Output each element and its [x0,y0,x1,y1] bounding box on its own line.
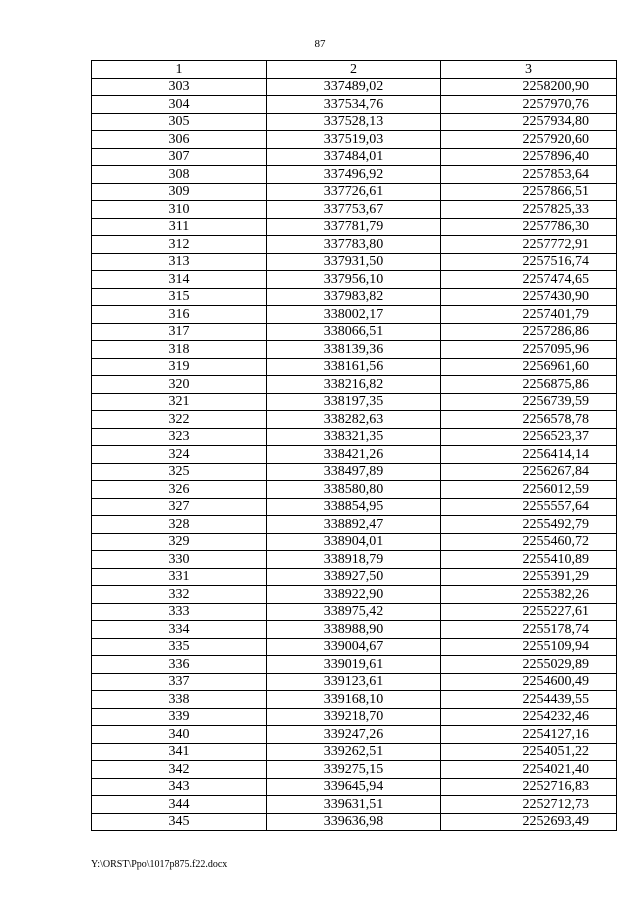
table-row [92,201,617,219]
x-coordinate-cell: 337783,80 [267,236,441,254]
point-number-cell: 333 [92,603,267,621]
x-coordinate-cell: 338066,51 [267,323,441,341]
x-coordinate-cell: 339247,26 [267,726,441,744]
x-coordinate-cell: 338197,35 [267,393,441,411]
x-coordinate-cell: 338918,79 [267,551,441,569]
point-number-cell: 344 [92,796,267,814]
table-row [92,691,617,709]
table-row [92,796,617,814]
y-coordinate-cell: 2255557,64 [441,498,617,516]
table-row [92,253,617,271]
table-row [92,393,617,411]
table-row [92,323,617,341]
y-coordinate-cell: 2256739,59 [441,393,617,411]
x-coordinate-cell: 339004,67 [267,638,441,656]
point-number-cell: 316 [92,306,267,324]
point-number-cell: 332 [92,586,267,604]
x-coordinate-cell: 338922,90 [267,586,441,604]
point-number-cell: 345 [92,813,267,831]
table-row [92,656,617,674]
point-number-cell: 329 [92,533,267,551]
y-coordinate-cell: 2257970,76 [441,96,617,114]
x-coordinate-cell: 338139,36 [267,341,441,359]
table-row [92,533,617,551]
point-number-cell: 312 [92,236,267,254]
point-number-cell: 314 [92,271,267,289]
table-row [92,236,617,254]
x-coordinate-cell: 338321,35 [267,428,441,446]
y-coordinate-cell: 2256578,78 [441,411,617,429]
y-coordinate-cell: 2252712,73 [441,796,617,814]
y-coordinate-cell: 2256875,86 [441,376,617,394]
x-coordinate-cell: 338988,90 [267,621,441,639]
y-coordinate-cell: 2257401,79 [441,306,617,324]
table-row [92,306,617,324]
point-number-cell: 303 [92,78,267,96]
point-number-cell: 315 [92,288,267,306]
point-number-cell: 341 [92,743,267,761]
y-coordinate-cell: 2257430,90 [441,288,617,306]
table-row [92,673,617,691]
x-coordinate-cell: 337484,01 [267,148,441,166]
table-row [92,166,617,184]
point-number-cell: 327 [92,498,267,516]
table-row [92,638,617,656]
point-number-cell: 328 [92,516,267,534]
y-coordinate-cell: 2254021,40 [441,761,617,779]
table-row [92,813,617,831]
column-header-2: 2 [267,61,441,79]
y-coordinate-cell: 2255227,61 [441,603,617,621]
y-coordinate-cell: 2254600,49 [441,673,617,691]
point-number-cell: 311 [92,218,267,236]
y-coordinate-cell: 2257286,86 [441,323,617,341]
table-header-row [92,61,617,79]
y-coordinate-cell: 2255029,89 [441,656,617,674]
file-path-footer: Y:\ORST\Ppo\1017p875.f22.docx [91,859,228,870]
y-coordinate-cell: 2254439,55 [441,691,617,709]
point-number-cell: 322 [92,411,267,429]
x-coordinate-cell: 337534,76 [267,96,441,114]
point-number-cell: 330 [92,551,267,569]
x-coordinate-cell: 338580,80 [267,481,441,499]
x-coordinate-cell: 337956,10 [267,271,441,289]
x-coordinate-cell: 338975,42 [267,603,441,621]
y-coordinate-cell: 2254127,16 [441,726,617,744]
y-coordinate-cell: 2257866,51 [441,183,617,201]
y-coordinate-cell: 2257853,64 [441,166,617,184]
y-coordinate-cell: 2254051,22 [441,743,617,761]
x-coordinate-cell: 337528,13 [267,113,441,131]
x-coordinate-cell: 337496,92 [267,166,441,184]
x-coordinate-cell: 338282,63 [267,411,441,429]
x-coordinate-cell: 339636,98 [267,813,441,831]
table-row [92,568,617,586]
point-number-cell: 334 [92,621,267,639]
x-coordinate-cell: 338421,26 [267,446,441,464]
table-row [92,708,617,726]
table-row [92,551,617,569]
point-number-cell: 321 [92,393,267,411]
coordinates-table [91,60,617,831]
y-coordinate-cell: 2255492,79 [441,516,617,534]
y-coordinate-cell: 2252693,49 [441,813,617,831]
y-coordinate-cell: 2257896,40 [441,148,617,166]
y-coordinate-cell: 2255391,29 [441,568,617,586]
point-number-cell: 336 [92,656,267,674]
point-number-cell: 320 [92,376,267,394]
y-coordinate-cell: 2252716,83 [441,778,617,796]
table-row [92,183,617,201]
y-coordinate-cell: 2257474,65 [441,271,617,289]
x-coordinate-cell: 337489,02 [267,78,441,96]
point-number-cell: 331 [92,568,267,586]
point-number-cell: 339 [92,708,267,726]
x-coordinate-cell: 338002,17 [267,306,441,324]
table-row [92,148,617,166]
x-coordinate-cell: 338216,82 [267,376,441,394]
y-coordinate-cell: 2258200,90 [441,78,617,96]
y-coordinate-cell: 2255109,94 [441,638,617,656]
point-number-cell: 308 [92,166,267,184]
point-number-cell: 318 [92,341,267,359]
x-coordinate-cell: 339631,51 [267,796,441,814]
x-coordinate-cell: 338892,47 [267,516,441,534]
y-coordinate-cell: 2256267,84 [441,463,617,481]
x-coordinate-cell: 337753,67 [267,201,441,219]
y-coordinate-cell: 2256012,59 [441,481,617,499]
x-coordinate-cell: 339019,61 [267,656,441,674]
x-coordinate-cell: 339645,94 [267,778,441,796]
table-row [92,603,617,621]
y-coordinate-cell: 2257772,91 [441,236,617,254]
x-coordinate-cell: 337781,79 [267,218,441,236]
point-number-cell: 343 [92,778,267,796]
table-row [92,96,617,114]
table-row [92,586,617,604]
table-row [92,481,617,499]
y-coordinate-cell: 2257920,60 [441,131,617,149]
table-row [92,743,617,761]
x-coordinate-cell: 338927,50 [267,568,441,586]
point-number-cell: 313 [92,253,267,271]
x-coordinate-cell: 338497,89 [267,463,441,481]
x-coordinate-cell: 337519,03 [267,131,441,149]
point-number-cell: 340 [92,726,267,744]
point-number-cell: 326 [92,481,267,499]
page-number: 87 [314,38,326,50]
x-coordinate-cell: 339218,70 [267,708,441,726]
column-header-1: 1 [92,61,267,79]
y-coordinate-cell: 2255178,74 [441,621,617,639]
table-row [92,761,617,779]
table-row [92,358,617,376]
point-number-cell: 324 [92,446,267,464]
table-row [92,131,617,149]
y-coordinate-cell: 2255460,72 [441,533,617,551]
table-row [92,411,617,429]
x-coordinate-cell: 339262,51 [267,743,441,761]
table-row [92,498,617,516]
point-number-cell: 310 [92,201,267,219]
y-coordinate-cell: 2256414,14 [441,446,617,464]
point-number-cell: 305 [92,113,267,131]
table-row [92,288,617,306]
point-number-cell: 323 [92,428,267,446]
x-coordinate-cell: 337983,82 [267,288,441,306]
table-row [92,78,617,96]
x-coordinate-cell: 338161,56 [267,358,441,376]
table-row [92,341,617,359]
point-number-cell: 319 [92,358,267,376]
column-header-3: 3 [441,61,617,79]
point-number-cell: 342 [92,761,267,779]
y-coordinate-cell: 2257934,80 [441,113,617,131]
x-coordinate-cell: 337726,61 [267,183,441,201]
point-number-cell: 337 [92,673,267,691]
table-row [92,778,617,796]
table-row [92,516,617,534]
point-number-cell: 317 [92,323,267,341]
x-coordinate-cell: 339123,61 [267,673,441,691]
point-number-cell: 338 [92,691,267,709]
y-coordinate-cell: 2254232,46 [441,708,617,726]
table-row [92,218,617,236]
x-coordinate-cell: 337931,50 [267,253,441,271]
point-number-cell: 307 [92,148,267,166]
table-row [92,621,617,639]
y-coordinate-cell: 2256961,60 [441,358,617,376]
y-coordinate-cell: 2257825,33 [441,201,617,219]
point-number-cell: 335 [92,638,267,656]
y-coordinate-cell: 2257786,30 [441,218,617,236]
table-row [92,113,617,131]
x-coordinate-cell: 339275,15 [267,761,441,779]
point-number-cell: 325 [92,463,267,481]
table-row [92,446,617,464]
table-row [92,463,617,481]
x-coordinate-cell: 338904,01 [267,533,441,551]
y-coordinate-cell: 2256523,37 [441,428,617,446]
point-number-cell: 304 [92,96,267,114]
table-row [92,376,617,394]
table-body [92,78,617,831]
y-coordinate-cell: 2257095,96 [441,341,617,359]
table-row [92,271,617,289]
y-coordinate-cell: 2255382,26 [441,586,617,604]
point-number-cell: 306 [92,131,267,149]
y-coordinate-cell: 2257516,74 [441,253,617,271]
table-row [92,428,617,446]
y-coordinate-cell: 2255410,89 [441,551,617,569]
point-number-cell: 309 [92,183,267,201]
table-row [92,726,617,744]
x-coordinate-cell: 339168,10 [267,691,441,709]
x-coordinate-cell: 338854,95 [267,498,441,516]
